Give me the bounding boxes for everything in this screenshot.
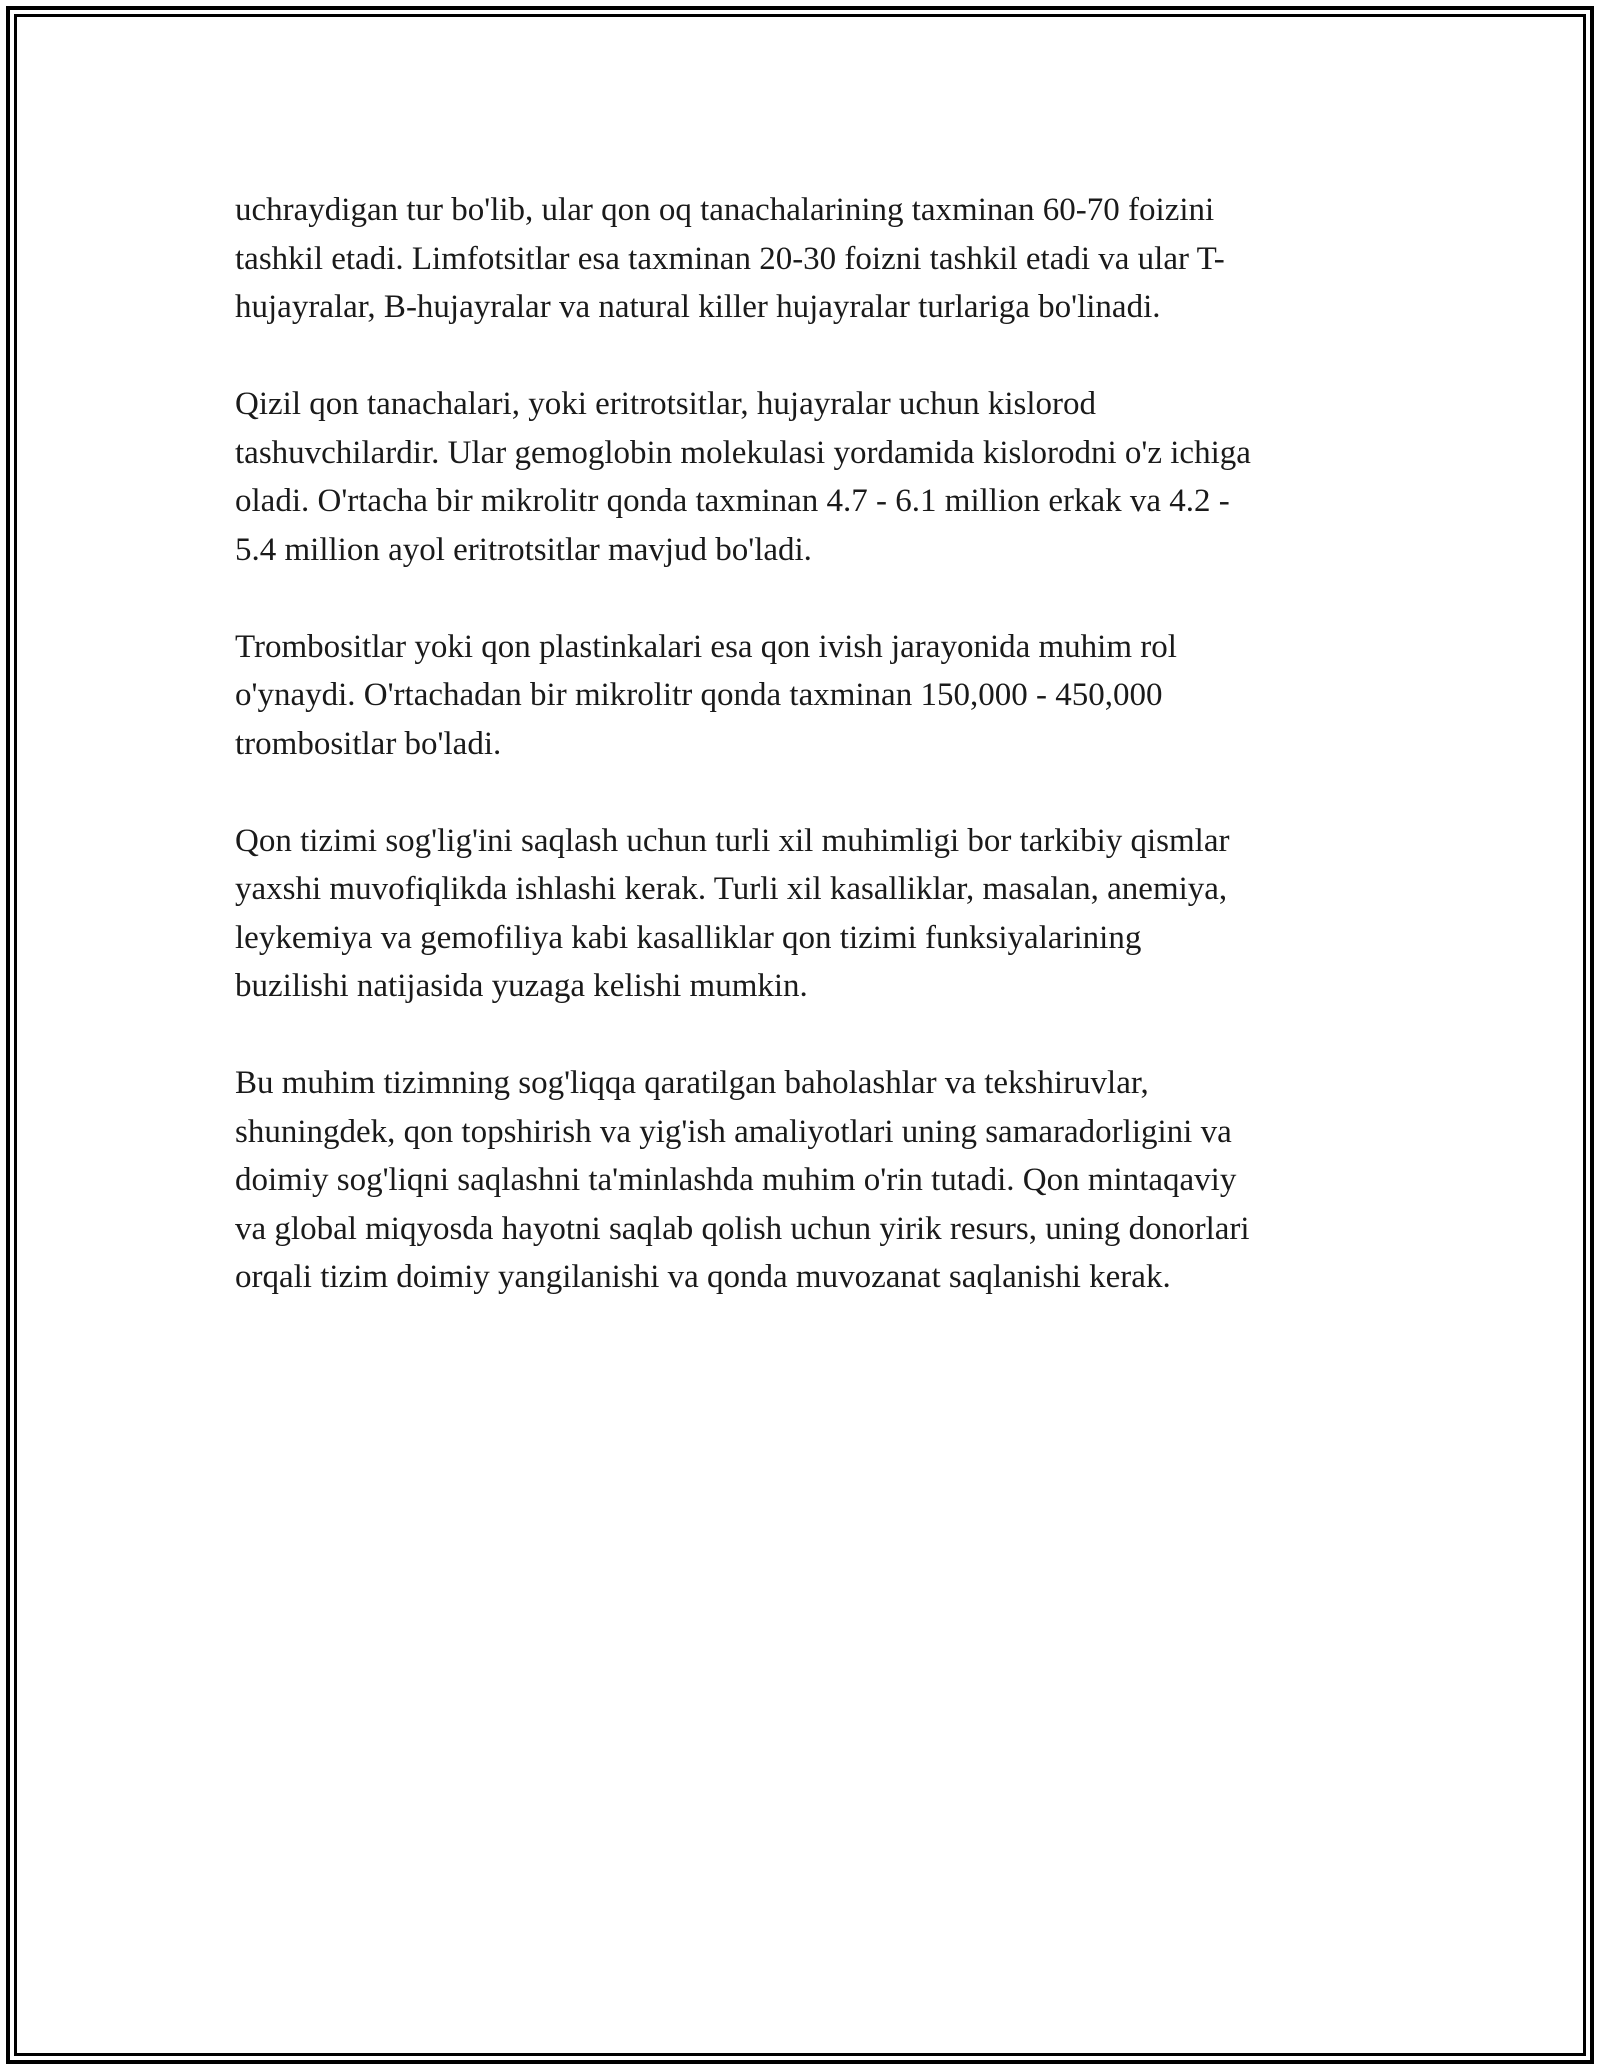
- paragraph-blood-system-health: Qon tizimi sog'lig'ini saqlash uchun turli xil muhimligi bor tarkibiy qismlar yaxshi muvofiqlikda ishlashi kerak. Turli xil kasalliklar, masalan, anemiya, leykemiya va gemofiliya kabi kasalliklar qon tizimi funksiyalarining buzilishi natijasida yuzaga kelishi mumkin.: [235, 822, 1230, 1004]
- paragraph-white-blood-cells: uchraydigan tur bo'lib, ular qon oq tanachalarining taxminan 60-70 foizini tashkil etadi. Limfotsitlar esa taxminan 20-30 foizni tashkil etadi va ular T- hujayralar, B-hujayralar va natural killer hujayralar turlariga bo'linadi.: [235, 192, 1225, 325]
- paragraph-red-blood-cells: Qizil qon tanachalari, yoki eritrotsitlar, hujayralar uchun kislorod tashuvchilardir. Ular gemoglobin molekulasi yordamida kislorodni o'z ichiga oladi. O'rtacha bir mikrolitr qonda taxminan 4.7 - 6.1 million erkak va 4.2 - 5.4 million ayol eritrotsitlar mavjud bo'ladi.: [235, 386, 1251, 568]
- paragraph-platelets: Trombositlar yoki qon plastinkalari esa qon ivish jarayonida muhim rol o'ynaydi. O'rtachadan bir mikrolitr qonda taxminan 150,000 - 450,000 trombositlar bo'ladi.: [235, 628, 1177, 762]
- paragraph-blood-donation: Bu muhim tizimning sog'liqqa qaratilgan baholashlar va tekshiruvlar, shuningdek, qon topshirish va yig'ish amaliyotlari uning samaradorligini va doimiy sog'liqni saqlashni ta'minlashda muhim o'rin tutadi. Qon mintaqaviy va global miqyosda hayotni saqlab qolish uchun yirik resurs, uning donorlari orqali tizim doimiy yangilanishi va qonda muvozanat saqlanishi kerak.: [235, 1065, 1250, 1295]
- document-body: [235, 186, 1365, 1350]
